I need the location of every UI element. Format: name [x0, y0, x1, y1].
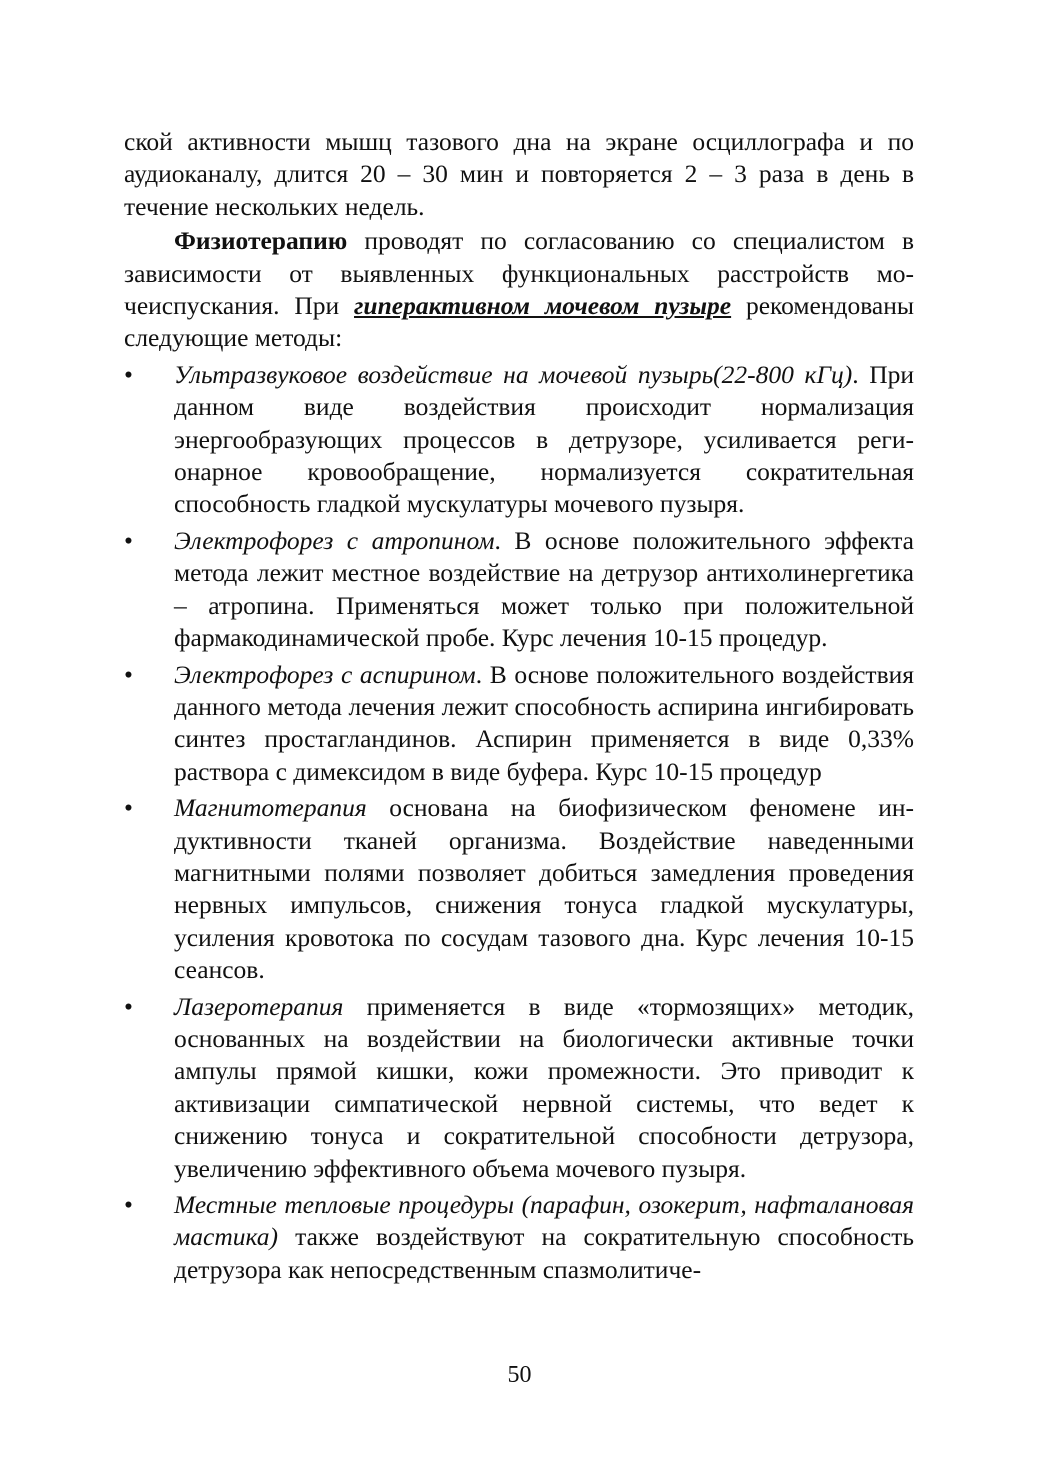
- method-item-laser: [124, 991, 914, 1185]
- bullet-icon: •: [124, 359, 133, 389]
- physiotherapy-paragraph: [124, 225, 914, 355]
- method-text: . При данном виде воздействия происходит нормализация энергообразующих процессов в детрузоре, усиливается регионарное кровообращение, нормализуется сократительная способность гладкой мускулатуры мочевого пузыря.: [174, 359, 915, 519]
- bullet-icon: •: [124, 659, 133, 689]
- method-name: Электрофорез с атропином: [174, 525, 495, 555]
- intro-paragraph: ской активности мышц тазового дна на экране осциллографа и по аудиоканалу, длится 20 – 30 мин и повторяется 2 – 3 раза в день в течение нескольких недель.: [124, 127, 914, 221]
- method-name: Лазеротерапия: [174, 991, 344, 1021]
- bullet-icon: •: [124, 1190, 133, 1219]
- method-name: Ультразвуковое воздействие на мочевой пузырь(22-800 кГц): [174, 359, 853, 389]
- method-item-magnetotherapy: [124, 792, 914, 986]
- physiotherapy-term: Физиотерапию: [174, 226, 348, 256]
- methods-list: [124, 359, 914, 1286]
- method-item-atropine: [124, 525, 914, 655]
- page-body: [124, 126, 914, 1286]
- method-item-thermal: [124, 1189, 914, 1286]
- method-text: также воздействуют на сократительную способность детрузора как непосредственным спазмолитиче-: [174, 1222, 914, 1284]
- page-number: 50: [507, 1362, 532, 1388]
- method-text: основана на биофизическом феномене индуктивности тканей организма. Воздействие наведенными магнитными полями позволяет добиться замедления проведения нервных импульсов, снижения тонуса гладкой мускулатуры, усиления кровотока по сосудам тазового дна. Курс лечения 10-15 сеансов.: [174, 793, 914, 985]
- method-name: Магнитотерапия: [174, 793, 367, 823]
- physiotherapy-text-2: рекомендованы следующие методы:: [124, 291, 914, 353]
- method-text: . В основе положительного эффекта метода лежит местное воздействие на детрузор антихолинергетика – атропина. Применяться может только при положительной фармакодинамической пробе. Курс лечения 10-15 процедур.: [174, 525, 914, 653]
- method-item-aspirin: [124, 659, 914, 789]
- physiotherapy-text-1: проводят по согласованию со специалистом в зависимости от выявленных функциональных расстройств мочеиспускания. При: [124, 226, 914, 321]
- bullet-icon: •: [124, 525, 133, 555]
- bullet-icon: •: [124, 991, 133, 1021]
- method-text: применяется в виде «тормозящих» методик, основанных на воздействии на биологически активные точки ампулы прямой кишки, кожи промежности. Это приводит к активизации симпатической нервной системы, что ведет к снижению тонуса и сократительной способности детрузора, увеличению эффективного объема мочевого пузыря.: [174, 991, 914, 1183]
- method-text: . В основе положительного воздействия данного метода лечения лежит способность аспирина ингибировать синтез простагландинов. Аспирин применяется в виде 0,33% раствора с димексидом в виде буфера. Курс 10-15 процедур: [174, 659, 914, 786]
- method-item-ultrasound: [124, 359, 914, 521]
- method-name: Местные тепловые процедуры (парафин, озокерит, нафталановая мастика): [174, 1190, 914, 1252]
- overactive-bladder-emphasis: гиперактивном мочевом пузыре: [354, 291, 732, 321]
- bullet-icon: •: [124, 793, 133, 823]
- method-name: Электрофорез с аспирином: [174, 659, 476, 689]
